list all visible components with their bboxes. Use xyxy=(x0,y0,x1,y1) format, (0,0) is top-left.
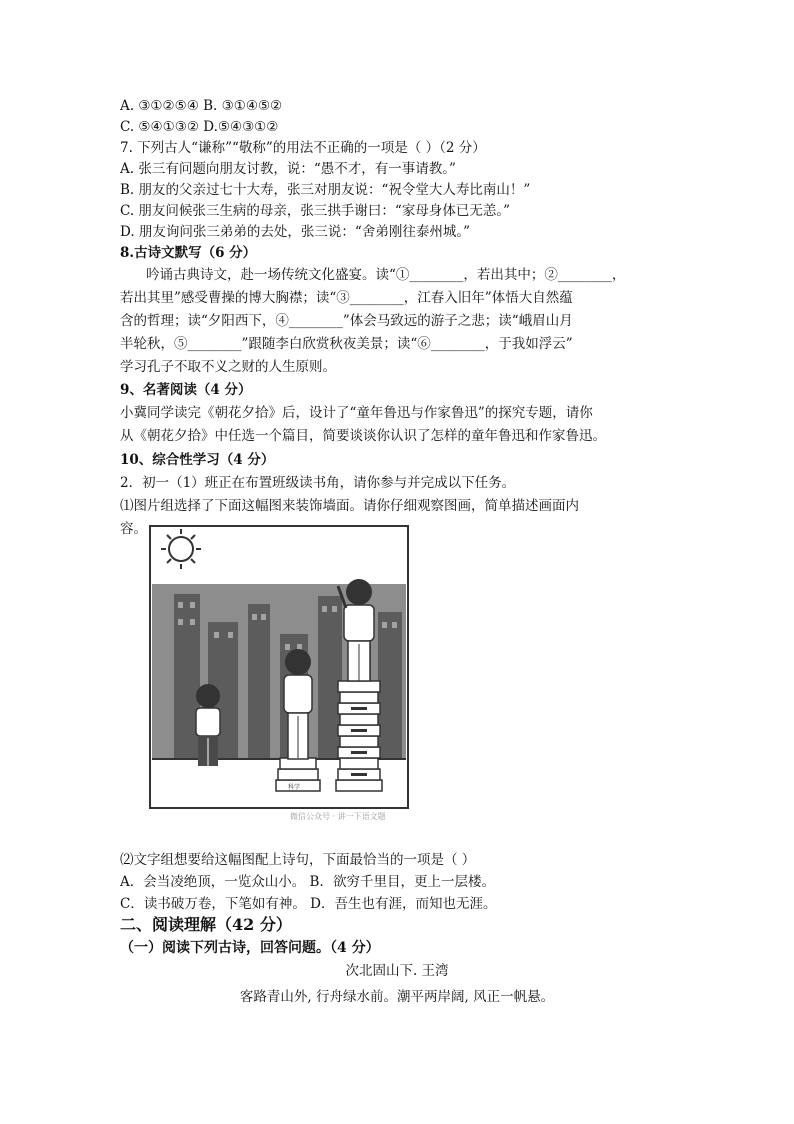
q6-option-line-2: C. ⑤④①③② D.⑤④③①② xyxy=(120,119,279,135)
book-label: 科学 xyxy=(288,784,301,791)
q7-option-c: C. 朋友问候张三生病的母亲，张三拱手谢曰：“家母身体已无恙。” xyxy=(120,203,510,219)
q7-option-b: B. 朋友的父亲过七十大寿，张三对朋友说：“祝令堂大人寿比南山！” xyxy=(120,182,531,198)
poem-line: 客路青山外, 行舟绿水前。潮平两岸阔, 风正一帆悬。 xyxy=(239,989,555,1005)
section-2-title: 二、阅读理解（42 分） xyxy=(120,915,292,934)
q10-title: 10、综合性学习（4 分） xyxy=(120,452,275,468)
q8-line: 学习孔子不取不义之财的人生原则。 xyxy=(120,359,336,375)
q8-line: 含的哲理；读“夕阳西下，④________”体会马致远的游子之悲；读“峨眉山月 xyxy=(120,313,573,329)
child-middle xyxy=(284,649,312,759)
q9-title: 9、名著阅读（4 分） xyxy=(120,382,252,398)
section-2-subtitle: （一）阅读下列古诗，回答问题。（4 分） xyxy=(120,940,380,956)
q10-part2-option-line: A．会当凌绝顶，一览众山小。 B．欲穷千里目，更上一层楼。 xyxy=(120,874,495,890)
q6-option-line-1: A. ③①②⑤④ B. ③①④⑤② xyxy=(120,98,283,114)
book-stack-middle xyxy=(276,758,320,791)
q10-intro: 2．初一（1）班正在布置班级读书角，请你参与并完成以下任务。 xyxy=(120,475,516,491)
book-stack-right xyxy=(336,681,382,791)
q8-line: 吟诵古典诗文，赴一场传统文化盛宴。读“①________，若出其中；②________， xyxy=(146,267,626,283)
q7-option-a: A. 张三有问题向朋友讨教，说：“愚不才，有一事请教。” xyxy=(120,161,456,177)
q10-part2-stem: ⑵文字组想要给这幅图配上诗句，下面最恰当的一项是（ ） xyxy=(120,852,476,868)
q8-title: 8.古诗文默写（6 分） xyxy=(120,245,257,261)
q10-part1-line: 容。 xyxy=(120,521,147,537)
q9-line: 小冀同学读完《朝花夕拾》后，设计了“童年鲁迅与作家鲁迅”的探究专题，请你 xyxy=(120,405,593,421)
poem-title: 次北固山下. 王湾 xyxy=(345,963,449,979)
q8-line: 半轮秋，⑤________”跟随李白欣赏秋夜美景；读“⑥________，于我如浮云” xyxy=(120,336,573,352)
reading-illustration xyxy=(148,524,410,824)
q10-part1-line: ⑴图片组选择了下面这幅图来装饰墙面。请你仔细观察图画，简单描述画面内 xyxy=(120,498,579,514)
watermark: 微信公众号 · 讲一下语文题 xyxy=(290,812,386,821)
q7-option-d: D. 朋友询问张三弟弟的去处，张三说：“舍弟刚往泰州城。” xyxy=(120,224,470,240)
child-small xyxy=(196,684,220,766)
q9-line: 从《朝花夕拾》中任选一个篇目，简要谈谈你认识了怎样的童年鲁迅和作家鲁迅。 xyxy=(120,428,606,444)
q10-part2-option-line: C．读书破万卷，下笔如有神。 D．吾生也有涯，而知也无涯。 xyxy=(120,896,497,912)
q8-line: 若出其里”感受曹操的博大胸襟；读“③________，江春入旧年”体悟大自然蕴 xyxy=(120,290,573,306)
q7-stem: 7. 下列古人“谦称”“敬称”的用法不正确的一项是（ ）（2 分） xyxy=(120,140,486,156)
